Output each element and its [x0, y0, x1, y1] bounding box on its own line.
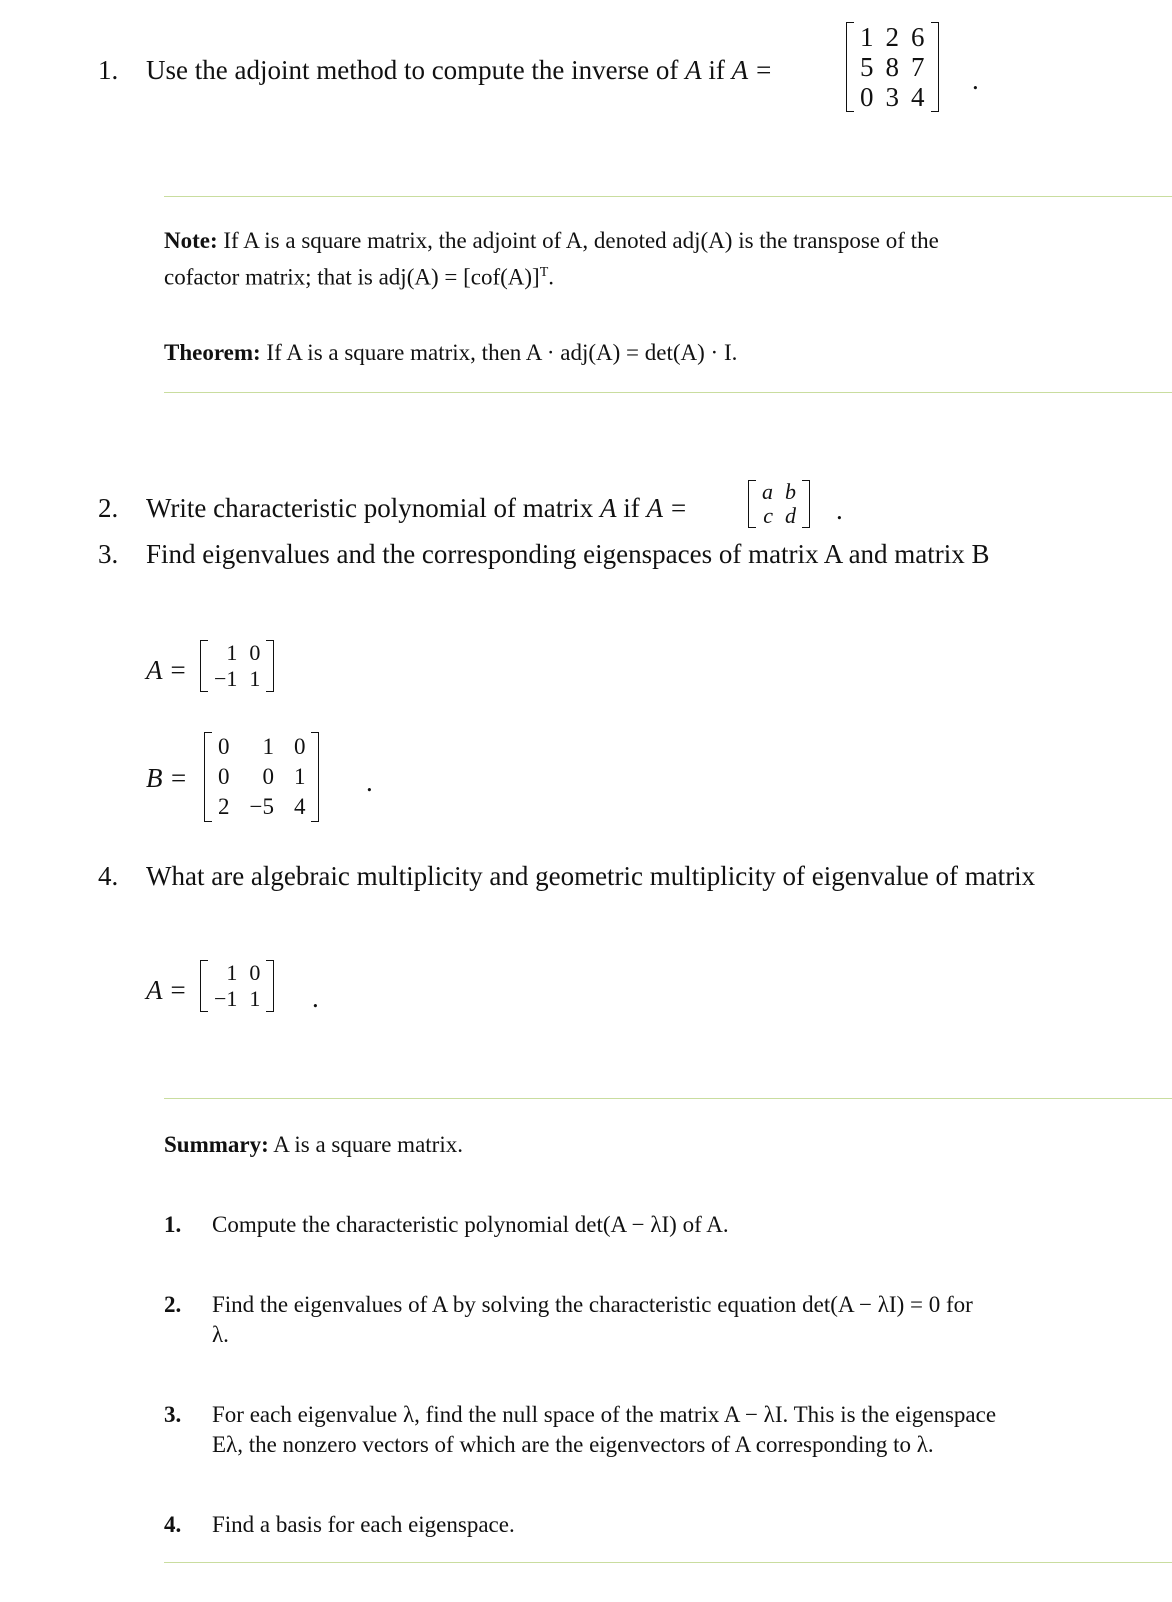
step-number: 1. [164, 1212, 182, 1237]
period: . [836, 495, 843, 525]
question-text: Find eigenvalues and the corresponding eigenspaces of matrix A and matrix B [146, 539, 990, 569]
question-number: 1. [98, 55, 119, 85]
step-text: λ. [212, 1322, 229, 1347]
step-text: Eλ, the nonzero vectors of which are the eigenvectors of A corresponding to λ. [212, 1432, 934, 1457]
matrix-A-label: A = [146, 975, 187, 1005]
divider [164, 196, 1172, 197]
matrix-B: 0 1 0 0 0 1 2 −5 4 [204, 732, 319, 822]
period: . [972, 65, 979, 95]
divider [164, 1562, 1172, 1563]
question-text: What are algebraic multiplicity and geometric multiplicity of eigenvalue of matrix [146, 861, 1036, 891]
note-line-2: cofactor matrix; that is $adj(A) = [cof(A)]^T$. [164, 264, 555, 290]
note-line-1: Note: If A is a square matrix, the adjoint of A, denoted adj(A) is the transpose of the [164, 228, 939, 253]
step-text: Compute the characteristic polynomial det(A − λI) of A. [212, 1212, 729, 1237]
summary-heading: Summary: A is a square matrix. [164, 1132, 463, 1157]
question-text: Write characteristic polynomial of matrix A if A = [146, 493, 688, 523]
divider [164, 1098, 1172, 1099]
matrix-A-2x2: a b c d [748, 480, 810, 528]
matrix-B-label: B = [146, 763, 188, 793]
step-number: 2. [164, 1292, 182, 1317]
matrix-A: 1 0 −1 1 [200, 640, 274, 692]
question-number: 2. [98, 493, 119, 523]
step-number: 3. [164, 1402, 182, 1427]
step-number: 4. [164, 1512, 182, 1537]
period: . [366, 767, 373, 797]
divider [164, 392, 1172, 393]
step-text: Find a basis for each eigenspace. [212, 1512, 515, 1537]
theorem: Theorem: If A is a square matrix, then A · adj(A) = det(A) · I. [164, 340, 738, 365]
question-number: 3. [98, 539, 119, 569]
matrix-A-label: A = [146, 655, 187, 685]
question-text: Use the adjoint method to compute the inverse of A if A = [146, 55, 773, 85]
step-text: For each eigenvalue λ, find the null space of the matrix A − λI. This is the eigenspace [212, 1402, 997, 1427]
period: . [312, 983, 319, 1013]
step-text: Find the eigenvalues of A by solving the characteristic equation det(A − λI) = 0 for [212, 1292, 973, 1317]
question-number: 4. [98, 861, 119, 891]
matrix-A-3x3: 1 2 6 5 8 7 0 3 4 [846, 22, 939, 112]
matrix-A: 1 0 −1 1 [200, 960, 274, 1012]
